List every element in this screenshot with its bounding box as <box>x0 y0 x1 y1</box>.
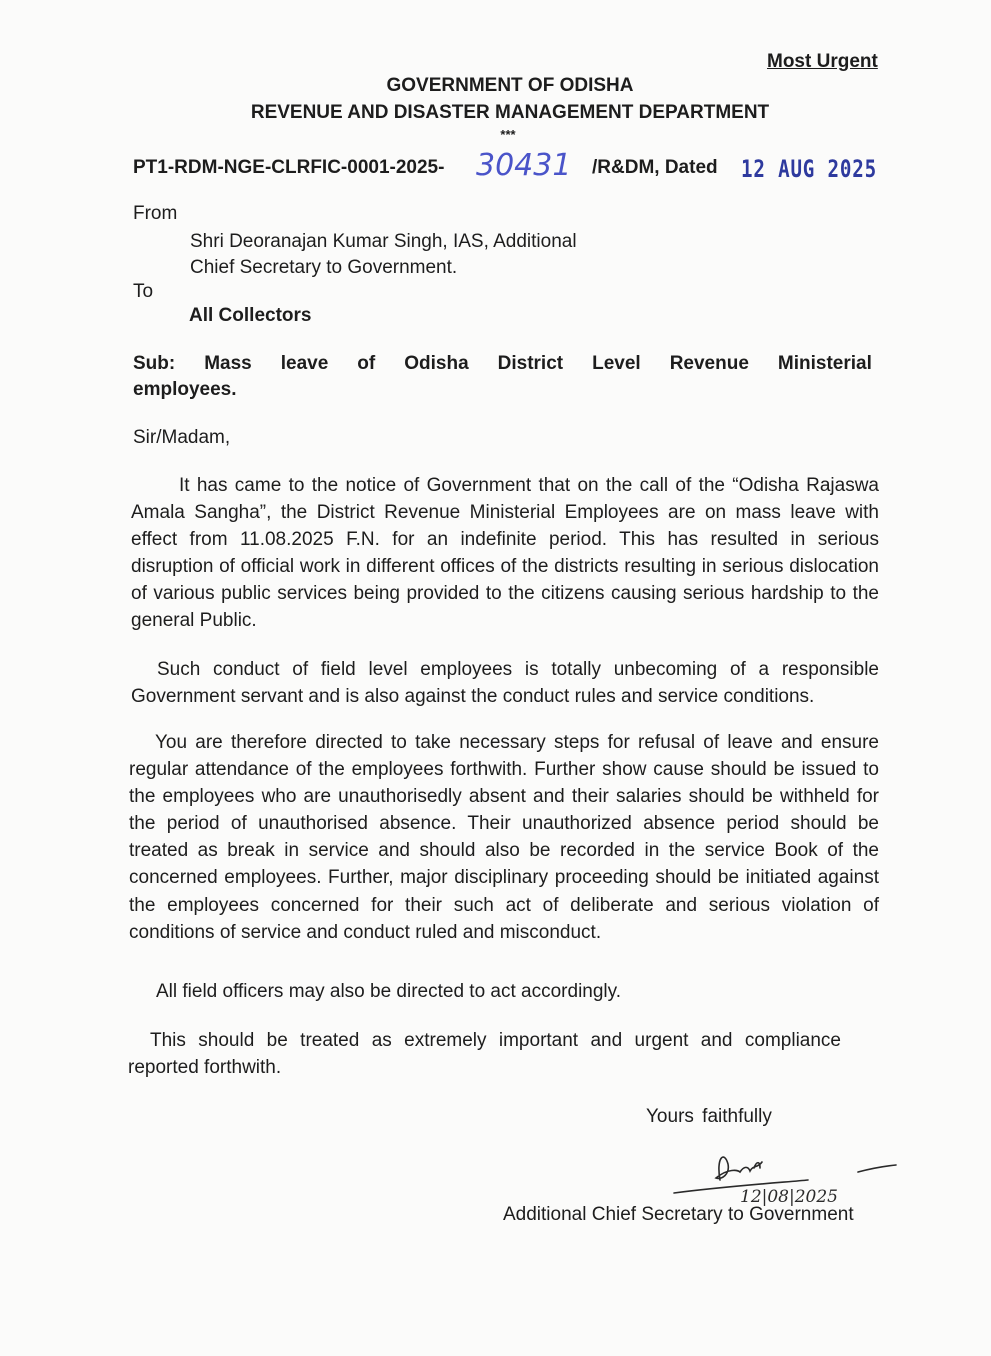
department-title: REVENUE AND DISASTER MANAGEMENT DEPARTMENT <box>250 102 770 123</box>
subject-word: Ministerial <box>777 353 872 374</box>
body-paragraph-4: All field officers may also be directed to act accordingly. <box>156 981 622 1002</box>
subject-word: Sub: <box>133 353 176 374</box>
subject-word: of <box>357 353 376 374</box>
sender-line-2: Chief Secretary to Government. <box>190 257 458 278</box>
reference-file-prefix: PT1-RDM-NGE-CLRFIC-0001-2025- <box>133 157 445 178</box>
reference-handwritten-number: 30431 <box>476 148 572 183</box>
government-title: GOVERNMENT OF ODISHA <box>386 75 634 96</box>
body-paragraph-1: It has came to the notice of Government that on the call of the “Odisha Rajaswa Amala Sangha”, the District Revenue Ministerial Employees are on mass leave with effect from 11.08.2025 F.N. for an indefinite period. This has resulted in serious disruption of official work in different offices of the districts resulting in serious dislocation of various public services being provided to the citizens causing serious hardship to the general Public. <box>131 475 879 632</box>
reference-dept-suffix: /R&DM, Dated <box>592 157 718 178</box>
subject-line-2: employees. <box>133 379 237 400</box>
from-label: From <box>133 203 178 224</box>
subject-word: leave <box>280 353 329 374</box>
sender-line-1: Shri Deoranajan Kumar Singh, IAS, Additional <box>190 231 577 252</box>
header-separator: *** <box>500 127 516 142</box>
subject-word: Odisha <box>404 353 469 374</box>
body-paragraph-2: Such conduct of field level employees is totally unbecoming of a responsible Government servant and is also against the conduct rules and service conditions. <box>131 659 879 708</box>
body-paragraph-5: This should be treated as extremely important and urgent and compliance reported forthwith. <box>128 1030 841 1079</box>
signature-image <box>668 1138 908 1213</box>
subject-word: Level <box>592 353 641 374</box>
recipient: All Collectors <box>189 305 312 326</box>
priority-label: Most Urgent <box>767 51 878 72</box>
body-paragraph-3: You are therefore directed to take necessary steps for refusal of leave and ensure regular attendance of the employees forthwith. Further show cause should be issued to the employees who are unauthorisedly absent and their salaries should be withheld for the period of unauthorised absence. Their unauthorized absence period should be treated as break in service and should also be recorded in the service Book of the concerned employees. Further, major disciplinary proceeding should be initiated against the employees concerned for their such act of deliberate and serious violation of conditions of service and conduct ruled and misconduct. <box>129 732 879 943</box>
designation: Additional Chief Secretary to Government <box>503 1204 854 1225</box>
salutation: Sir/Madam, <box>133 427 231 448</box>
date-stamp: 12 AUG 2025 <box>741 155 877 183</box>
closing-yours-faithfully: Yours faithfully <box>646 1106 772 1127</box>
to-label: To <box>133 281 154 302</box>
subject-line-1 <box>133 353 872 375</box>
signature-date: 12|08|2025 <box>740 1187 838 1207</box>
subject-word: Revenue <box>669 353 749 374</box>
subject-word: District <box>497 353 564 374</box>
subject-word: Mass <box>204 353 252 374</box>
